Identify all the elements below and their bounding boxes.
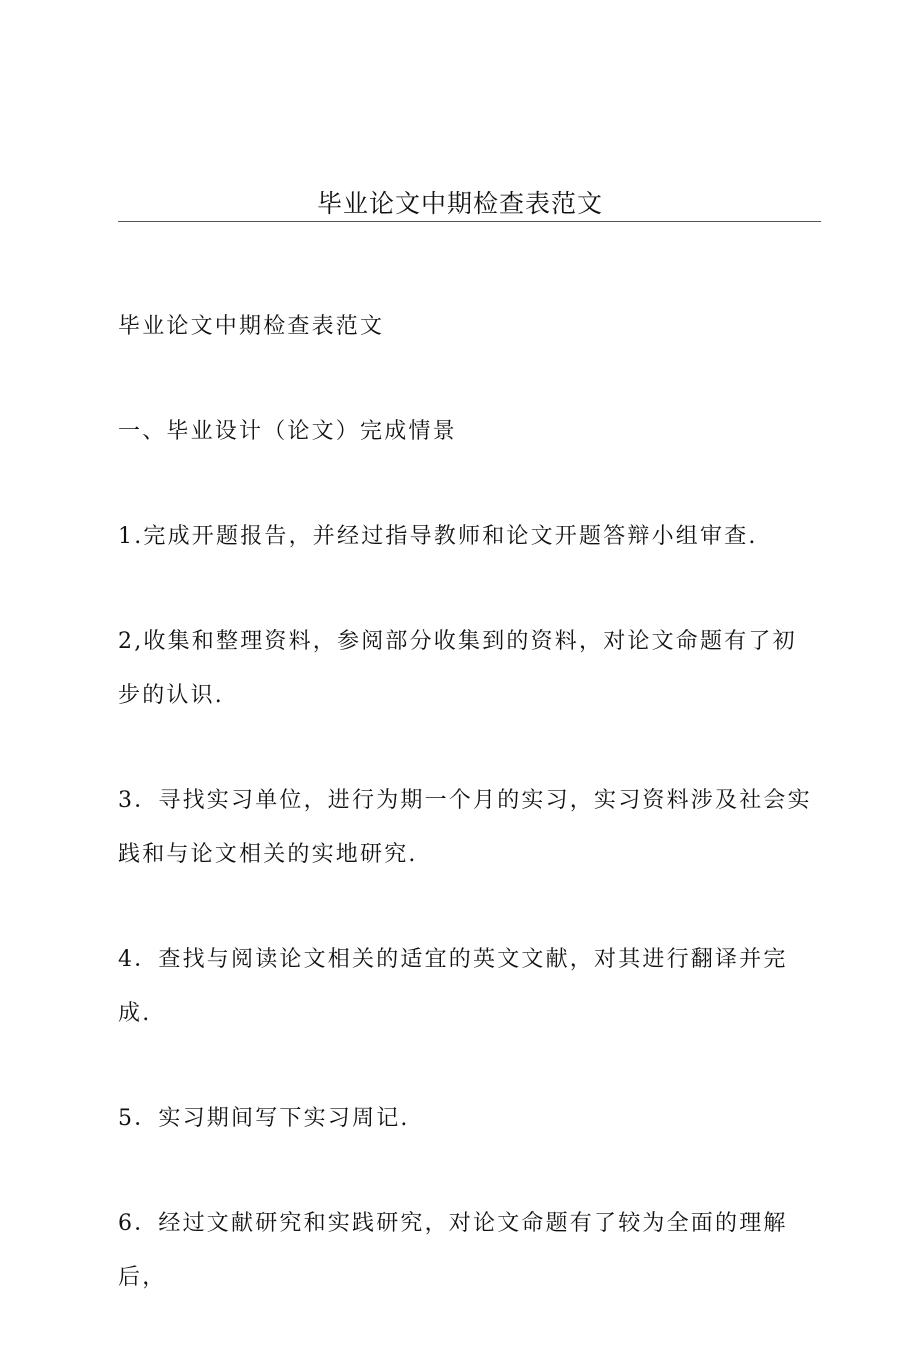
section-heading: 一、毕业设计（论文）完成情景 [118,419,457,444]
list-item: 6．经过文献研究和实践研究，对论文命题有了较为全面的理解后， [118,1211,788,1290]
list-item: 3．寻找实习单位，进行为期一个月的实习，实习资料涉及社会实践和与论文相关的实地研究. [118,788,812,867]
list-item: 2,收集和整理资料，参阅部分收集到的资料，对论文命题有了初步的认识. [118,629,797,708]
body-title: 毕业论文中期检查表范文 [118,314,385,339]
list-item: 1.完成开题报告，并经过指导教师和论文开题答辩小组审查. [118,524,758,549]
document-body [118,300,818,1356]
list-item: 5．实习期间写下实习周记. [118,1106,410,1131]
list-item: 4．查找与阅读论文相关的适宜的英文文献，对其进行翻译并完成. [118,947,788,1026]
header-divider [118,221,821,222]
document-header-title: 毕业论文中期检查表范文 [316,189,603,218]
